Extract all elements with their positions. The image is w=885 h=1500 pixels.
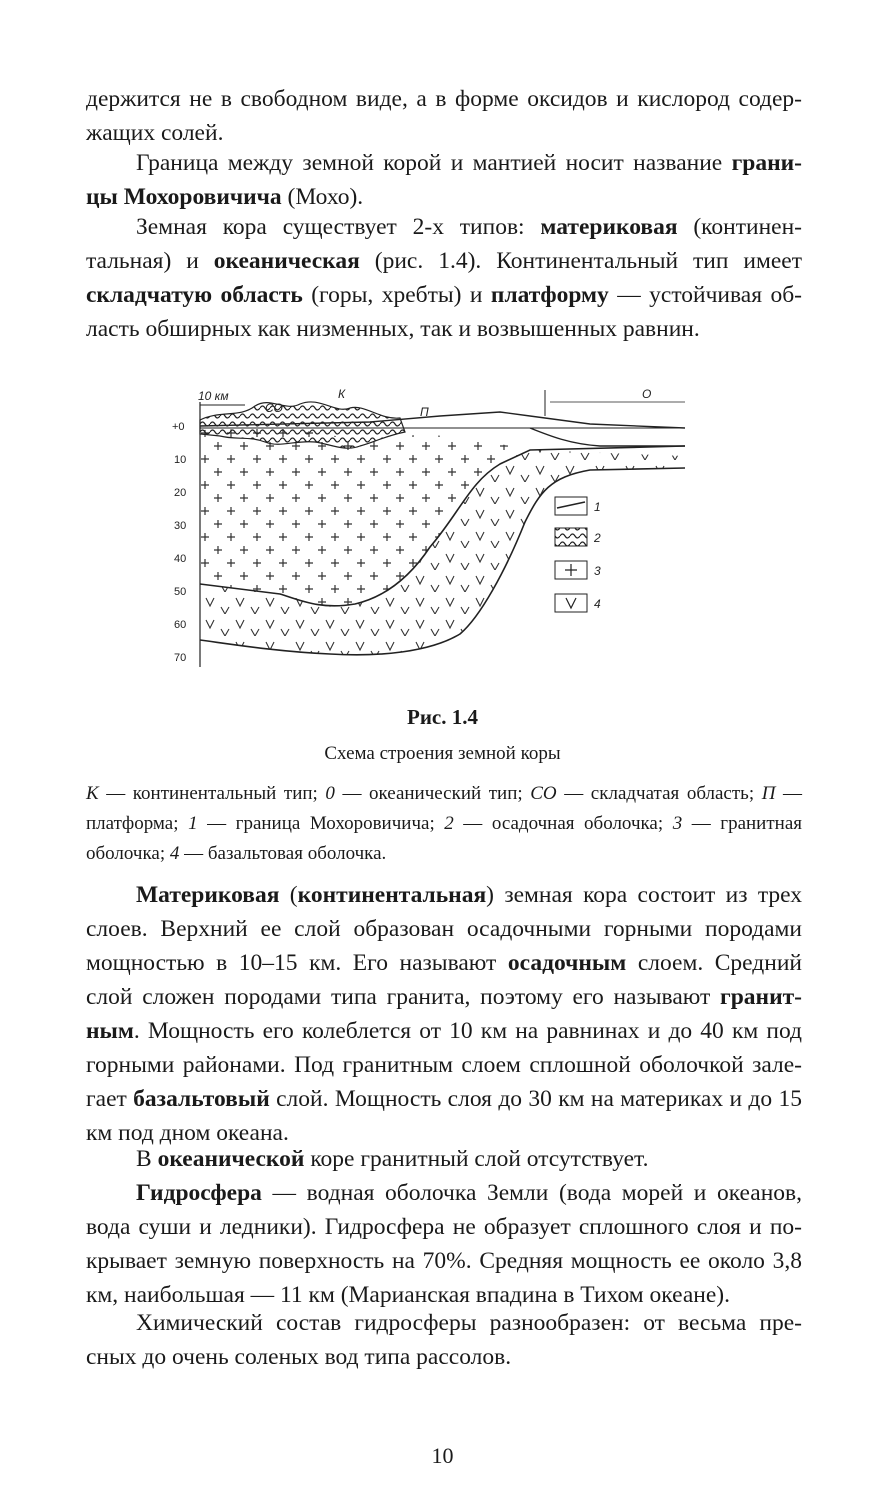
term-continental-alt: континентальная	[297, 882, 487, 908]
paragraph-1	[86, 82, 802, 150]
legend-symbol: 0	[325, 783, 335, 804]
term-basalt: базальтовый	[133, 1086, 270, 1112]
legend-symbol: 4	[169, 843, 180, 864]
legend-box-1	[555, 497, 587, 515]
paragraph-text: Химический состав гидросферы разнообразен: от весьма пре-сных до очень соленых вод типа рассолов.	[86, 1310, 802, 1370]
term-hydrosphere: Гидросфера	[136, 1180, 262, 1206]
legend-symbol: П	[761, 783, 776, 804]
term-continental: Материковая	[136, 882, 280, 908]
depth-tick: 70	[174, 652, 187, 664]
paragraph-text: — устойчивая об-ласть обширных как низменных, так и возвышенных равнин.	[86, 282, 802, 342]
paragraph-text: держится не в свободном виде, а в форме оксидов и кислород содер-жащих солей.	[86, 86, 802, 146]
legend-desc: — гранитная оболочка;	[86, 813, 802, 864]
term-platform: платформу	[490, 282, 609, 308]
diagram-legend	[555, 497, 601, 612]
legend-desc: — платформа;	[86, 783, 802, 834]
paragraph-text: (горы, хребты) и	[302, 282, 491, 308]
figure-legend	[86, 779, 802, 869]
paragraph-text: — водная оболочка Земли (вода морей и океанов, вода суши и ледники). Гидросфера не образует сплошного слоя и по-крывает земную поверхность на 70%. Средняя мощность ее около 3,8 км, наибольшая — 11 км (Марианская впадина в Тихом океане).	[86, 1180, 802, 1308]
label-p: П	[420, 405, 429, 419]
legend-symbol: СО	[530, 783, 557, 804]
paragraph-text: коре гранитный слой отсутствует.	[304, 1146, 649, 1172]
legend-symbol: К	[86, 783, 99, 804]
paragraph-text: (рис. 1.4). Континентальный тип имеет	[359, 248, 803, 274]
page-number: 10	[431, 1443, 454, 1468]
legend-desc: — граница Мохоровичича;	[197, 813, 445, 834]
legend-symbol: 1	[188, 813, 198, 834]
depth-tick: 60	[174, 619, 187, 631]
term-moho: грани-цы Мохоровичича	[86, 150, 802, 210]
figure-caption: Схема строения земной коры	[324, 743, 561, 764]
depth-tick: 30	[174, 520, 187, 532]
paragraph-text: ) земная кора состоит из трех слоев. Верхний ее слой образован осадочными горными породами мощностью в 10–15 км. Его называют	[86, 882, 803, 976]
depth-tick: +0	[172, 421, 185, 433]
legend-desc: — складчатая область;	[556, 783, 762, 804]
paragraph-6	[86, 1176, 802, 1312]
term-continental: материковая	[540, 214, 678, 240]
paragraph-text: (континен-тальная) и	[86, 214, 802, 274]
depth-ticks	[172, 421, 186, 664]
legend-number: 2	[594, 531, 601, 545]
legend-desc: — океанический тип;	[334, 783, 531, 804]
label-o: О	[642, 387, 652, 401]
paragraph-7	[86, 1306, 802, 1374]
paragraph-text: . Мощность его колеблется от 10 км на равнинах и до 40 км под горными районами. Под гранитным слоем сплошной оболочкой зале-гает	[86, 1018, 802, 1112]
paragraph-5	[86, 1142, 802, 1176]
label-co: СО	[265, 401, 283, 415]
scale-label: 10 км	[198, 389, 229, 403]
figure-title: Рис. 1.4	[407, 705, 478, 729]
paragraph-text: В	[136, 1146, 158, 1172]
paragraph-4	[86, 878, 802, 1150]
term-oceanic: океаническая	[213, 248, 360, 274]
paragraph-2	[86, 146, 802, 214]
paragraph-text: Земная кора существует 2-х типов:	[136, 214, 541, 240]
paragraph-text: (Мохо).	[281, 184, 364, 210]
depth-tick: 50	[174, 586, 187, 598]
legend-number: 3	[594, 564, 601, 578]
depth-tick: 10	[174, 454, 187, 466]
legend-desc: — континентальный тип;	[98, 783, 326, 804]
legend-symbol: 3	[672, 813, 683, 834]
paragraph-text: слоем. Средний слой сложен породами типа гранита, поэтому его называют	[86, 950, 802, 1010]
label-k: К	[338, 387, 346, 401]
term-granite: гранит-ным	[86, 984, 802, 1044]
paragraph-text: слой. Мощность слоя до 30 км на материках и до 15 км под дном океана.	[86, 1086, 802, 1146]
legend-number: 4	[594, 597, 601, 611]
earth-crust-diagram	[170, 372, 690, 682]
term-folded-area: складчатую область	[86, 282, 303, 308]
ocean-floor-line	[530, 428, 685, 446]
legend-desc: — осадочная оболочка;	[453, 813, 673, 834]
legend-symbol: 2	[444, 813, 454, 834]
paragraph-text: (	[279, 882, 298, 908]
legend-desc: — базальтовая оболочка.	[179, 843, 387, 864]
depth-tick: 40	[174, 553, 187, 565]
legend-number: 1	[594, 500, 601, 514]
depth-tick: 20	[174, 487, 187, 499]
paragraph-text: Граница между земной корой и мантией носит название	[136, 150, 732, 176]
legend-box-2	[555, 528, 587, 546]
term-sedimentary: осадочным	[507, 950, 627, 976]
paragraph-3	[86, 210, 802, 346]
term-oceanic: океанической	[157, 1146, 305, 1172]
